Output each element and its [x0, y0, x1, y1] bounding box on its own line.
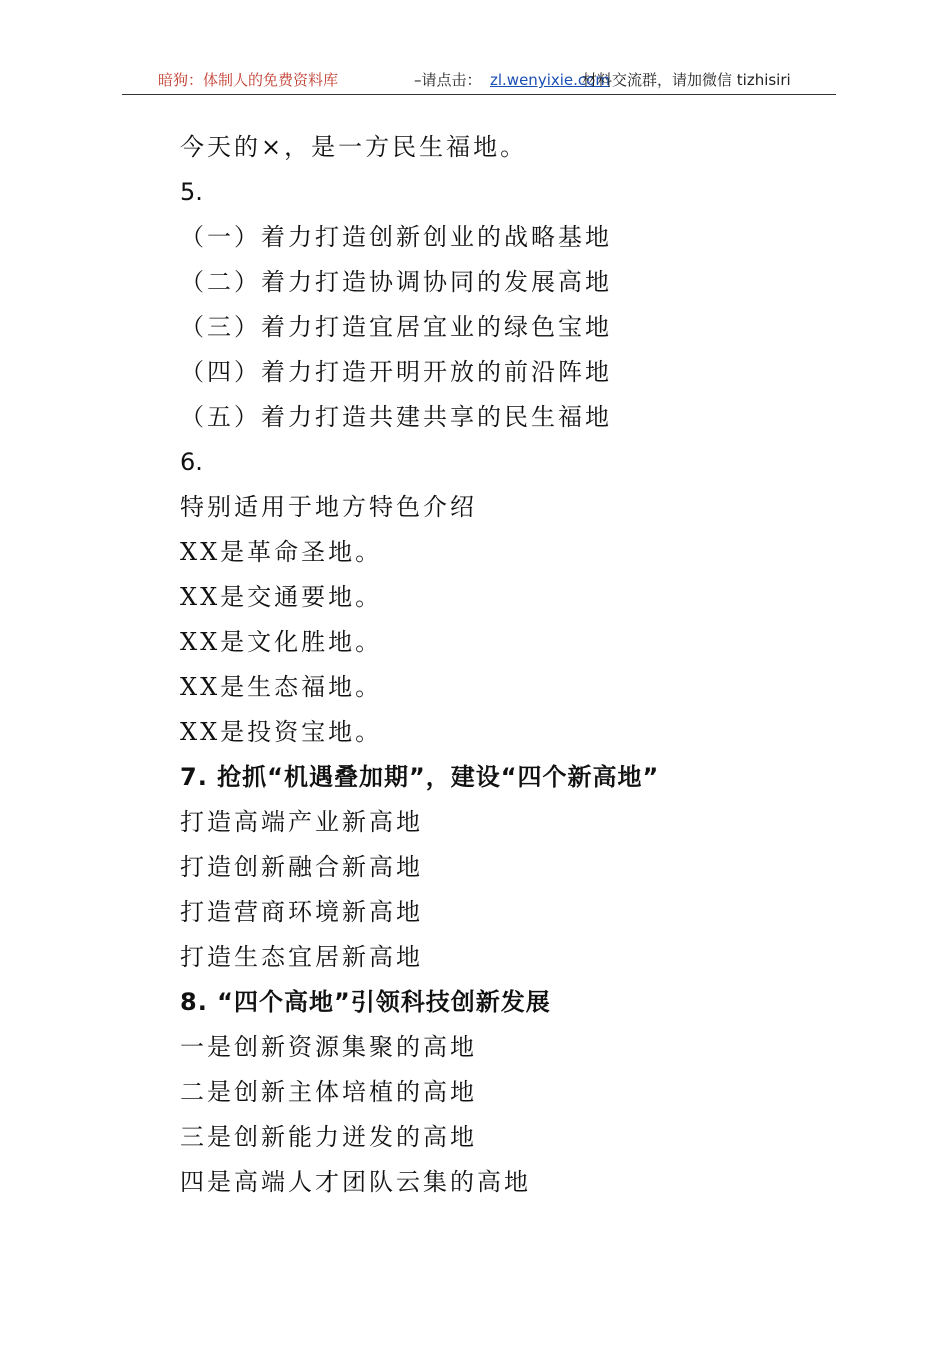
list-item: （一）着力打造创新创业的战略基地 — [180, 223, 612, 251]
header-site-name: 暗狗：体制人的免费资料库 — [158, 71, 339, 89]
list-item: 三是创新能力迸发的高地 — [180, 1123, 477, 1151]
header-contact: 材料交流群，请加微信 tizhisiri — [582, 71, 791, 89]
list-item: （二）着力打造协调协同的发展高地 — [180, 268, 612, 296]
list-item: XX是生态福地。 — [180, 673, 383, 701]
section-number: 5. — [180, 178, 203, 206]
body-line: 特别适用于地方特色介绍 — [180, 493, 477, 521]
list-item: 一是创新资源集聚的高地 — [180, 1033, 477, 1061]
section-number: 6. — [180, 448, 203, 476]
list-item: （四）着力打造开明开放的前沿阵地 — [180, 358, 612, 386]
list-item: XX是革命圣地。 — [180, 538, 383, 566]
header-link[interactable]: zl.wenyixie.com — [490, 71, 610, 89]
list-item: 打造营商环境新高地 — [180, 898, 423, 926]
list-item: XX是文化胜地。 — [180, 628, 383, 656]
page-header — [122, 66, 836, 95]
list-item: （三）着力打造宜居宜业的绿色宝地 — [180, 313, 612, 341]
list-item: 打造创新融合新高地 — [180, 853, 423, 881]
list-item: 打造高端产业新高地 — [180, 808, 423, 836]
document-body — [180, 125, 880, 1205]
list-item: 四是高端人才团队云集的高地 — [180, 1168, 531, 1196]
header-click-prompt: –请点击： — [414, 71, 482, 89]
list-item: 二是创新主体培植的高地 — [180, 1078, 477, 1106]
section-heading: 8. “四个高地”引领科技创新发展 — [180, 988, 551, 1016]
section-heading: 7. 抢抓“机遇叠加期”，建设“四个新高地” — [180, 763, 660, 791]
list-item: XX是投资宝地。 — [180, 718, 383, 746]
list-item: XX是交通要地。 — [180, 583, 383, 611]
body-line: 今天的×，是一方民生福地。 — [180, 133, 528, 161]
list-item: 打造生态宜居新高地 — [180, 943, 423, 971]
list-item: （五）着力打造共建共享的民生福地 — [180, 403, 612, 431]
